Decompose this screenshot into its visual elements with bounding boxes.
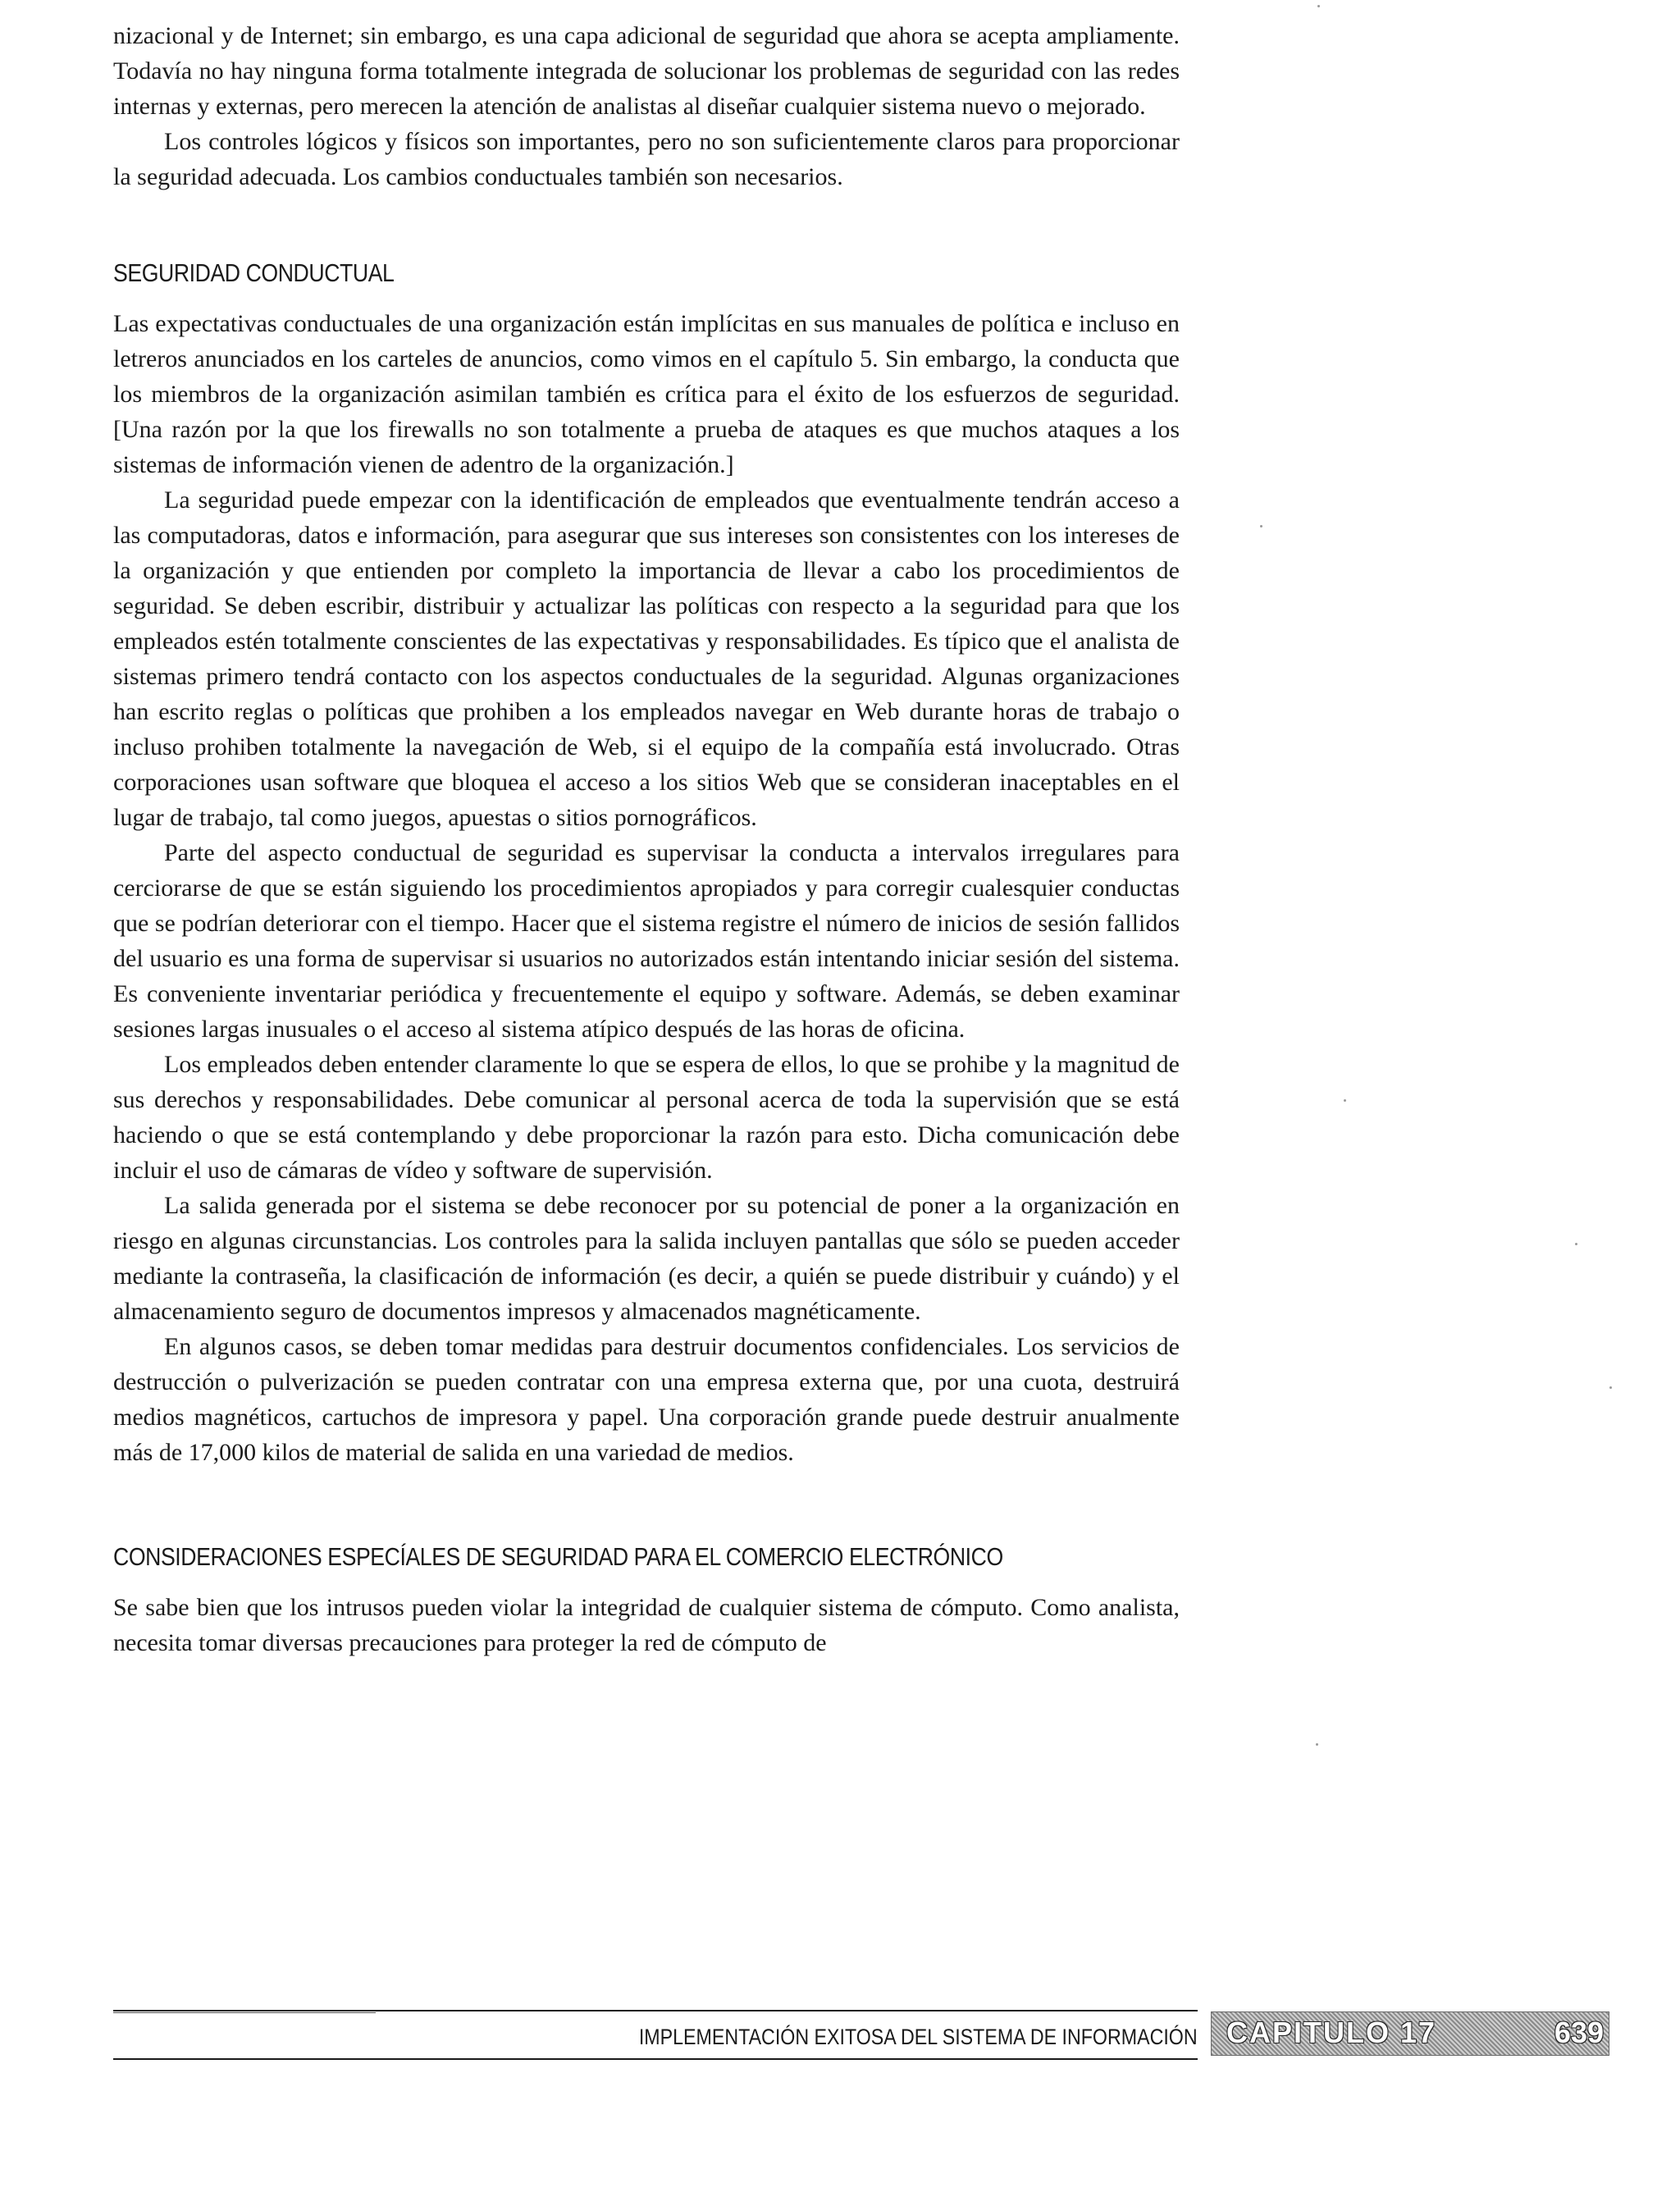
body-paragraph: Las expectativas conductuales de una organización están implícitas en sus manuales de política e incluso en letreros anunciados en los carteles de anuncios, como vimos en el capítulo 5. Sin embargo, la conducta que los miembros de la organización asimilan también es crítica para el éxito de los esfuerzos de seguridad. [Una razón por la que los firewalls no son totalmente a prueba de ataques es que muchos ataques a los sistemas de información vienen de adentro de la organización.]	[113, 310, 1180, 478]
body-paragraph: Los empleados deben entender claramente lo que se espera de ellos, lo que se prohibe y la magnitud de sus derechos y responsabilidades. Debe comunicar al personal acerca de toda la supervisión que se está haciendo o que se está contemplando y debe proporcionar la razón para esto. Dicha comunicación debe incluir el uso de cámaras de vídeo y software de supervisión.	[113, 1051, 1180, 1184]
running-title: IMPLEMENTACIÓN EXITOSA DEL SISTEMA DE INFORMACIÓN	[639, 2025, 1198, 2049]
scan-speck	[1344, 1099, 1346, 1102]
section-heading-comercio-electronico: CONSIDERACIONES ESPECÍALES DE SEGURIDAD PARA EL COMERCIO ELECTRÓNICO	[113, 1542, 1003, 1571]
body-paragraph: Parte del aspecto conductual de seguridad es supervisar la conducta a intervalos irregulares para cerciorarse de que se están siguiendo los procedimientos apropiados y para corregir cualesquier conductas que se podrían deteriorar con el tiempo. Hacer que el sistema registre el número de inicios de sesión fallidos del usuario es una forma de supervisar si usuarios no autorizados están intentando iniciar sesión del sistema. Es conveniente inventariar periódica y frecuentemente el equipo y software. Además, se deben examinar sesiones largas inusuales o el acceso al sistema atípico después de las horas de oficina.	[113, 839, 1180, 1043]
scan-speck	[1316, 1743, 1318, 1746]
body-paragraph: La seguridad puede empezar con la identificación de empleados que eventualmente tendrán acceso a las computadoras, datos e información, para asegurar que sus intereses son consistentes con los intereses de la organización y que entienden por completo la importancia de llevar a cabo los procedimientos de seguridad. Se deben escribir, distribuir y actualizar las políticas con respecto a la seguridad para que los empleados estén totalmente conscientes de las expectativas y responsabilidades. Es típico que el analista de sistemas primero tendrá contacto con los aspectos conductuales de la seguridad. Algunas organizaciones han escrito reglas o políticas que prohiben a los empleados navegar en Web durante horas de trabajo o incluso prohiben totalmente la navegación de Web, si el equipo de la compañía está involucrado. Otras corporaciones usan software que bloquea el acceso a los sitios Web que se consideran inaceptables en el lugar de trabajo, tal como juegos, apuestas o sitios pornográficos.	[113, 486, 1180, 831]
body-paragraph: En algunos casos, se deben tomar medidas para destruir documentos confidenciales. Los servicios de destrucción o pulverización se pueden contratar con una empresa externa que, por una cuota, destruirá medios magnéticos, cartuchos de impresora y papel. Una corporación grande puede destruir anualmente más de 17,000 kilos de material de salida en una variedad de medios.	[113, 1333, 1180, 1466]
body-paragraph: Se sabe bien que los intrusos pueden violar la integridad de cualquier sistema de cómputo. Como analista, necesita tomar diversas precauciones para proteger la red de cómputo de	[113, 1594, 1180, 1656]
footer-rule	[113, 2058, 1198, 2060]
page-footer	[113, 2010, 1608, 2067]
page-body	[113, 18, 1180, 1660]
scan-speck	[1575, 1243, 1577, 1245]
scan-speck	[1260, 525, 1262, 527]
chapter-label: CAPITULO 17	[1226, 2016, 1437, 2049]
footer-rule	[113, 2010, 1198, 2011]
page-number: 639	[1554, 2016, 1604, 2049]
chapter-tab	[1211, 2011, 1609, 2056]
body-paragraph-continued: nizacional y de Internet; sin embargo, es una capa adicional de seguridad que ahora se acepta ampliamente. Todavía no hay ninguna forma totalmente integrada de solucionar los problemas de seguridad con las redes internas y externas, pero merecen la atención de analistas al diseñar cualquier sistema nuevo o mejorado.	[113, 22, 1180, 120]
scan-speck	[1609, 1386, 1612, 1389]
section-heading-seguridad-conductual: SEGURIDAD CONDUCTUAL	[113, 258, 395, 287]
body-paragraph: Los controles lógicos y físicos son importantes, pero no son suficientemente claros para proporcionar la seguridad adecuada. Los cambios conductuales también son necesarios.	[113, 128, 1180, 190]
footer-rule	[113, 2012, 376, 2013]
scan-speck	[1317, 5, 1320, 7]
body-paragraph: La salida generada por el sistema se debe reconocer por su potencial de poner a la organización en riesgo en algunas circunstancias. Los controles para la salida incluyen pantallas que sólo se pueden acceder mediante la contraseña, la clasificación de información (es decir, a quién se puede distribuir y cuándo) y el almacenamiento seguro de documentos impresos y almacenados magnéticamente.	[113, 1192, 1180, 1325]
